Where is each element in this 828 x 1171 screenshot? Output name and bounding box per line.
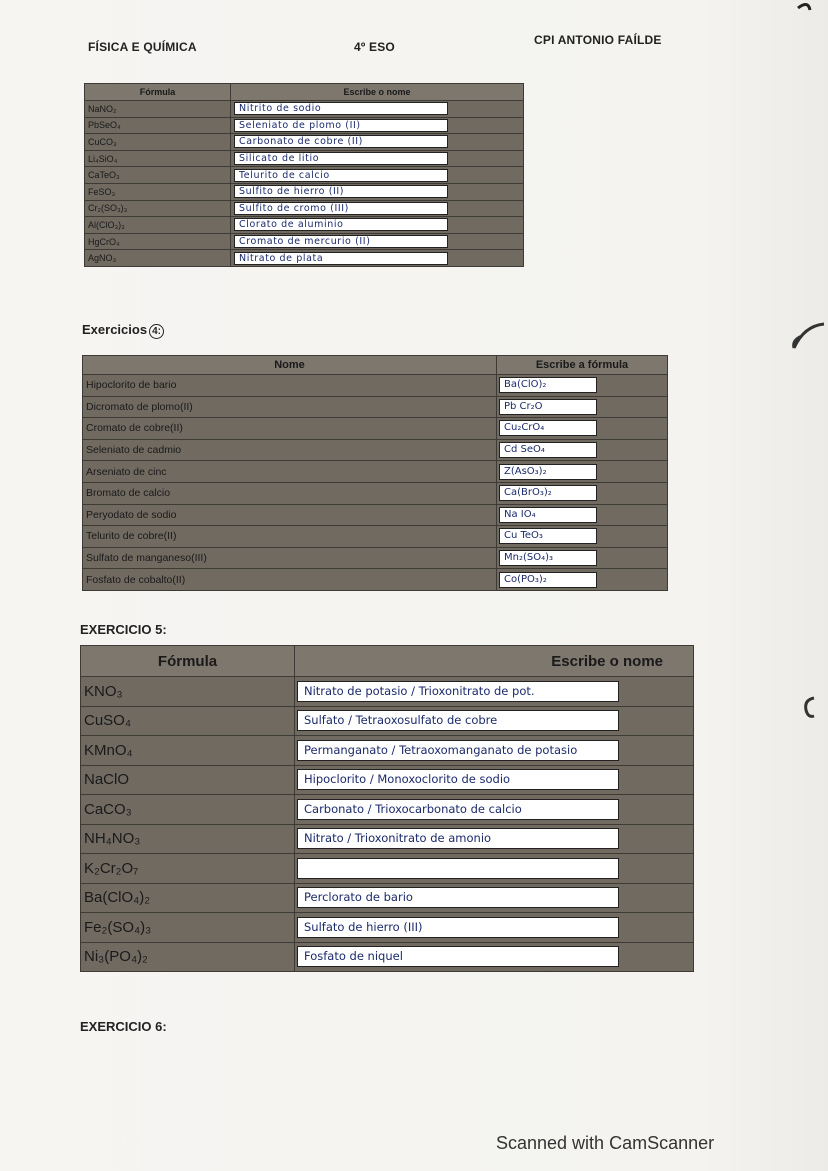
answer-cell [497,461,668,483]
exercise-4-rows [83,375,668,591]
camscanner-watermark: Scanned with CamScanner [496,1133,715,1153]
formula-cell: CaCO₃ [81,795,295,825]
binder-clip-mark-middle [794,324,824,348]
table-row [85,101,524,118]
exercise-3-rows [85,101,524,267]
column-header-name: Nome [83,356,497,375]
formula-cell: KNO₃ [81,677,295,707]
answer-field[interactable]: Mn₂(SO₄)₃ [499,550,597,566]
answer-field[interactable]: Nitrito de sodio [234,102,448,115]
answer-field[interactable]: Sulfito de hierro (II) [234,185,448,198]
name-cell: Hipoclorito de bario [83,375,497,397]
formula-cell: CuSO₄ [81,706,295,736]
answer-cell [295,942,694,972]
table-row [81,854,694,884]
name-cell: Cromato de cobre(II) [83,418,497,440]
answer-cell [497,569,668,591]
formula-cell: Al(ClO₃)₃ [85,217,231,234]
exercise-6-label: EXERCICIO 6: [80,1019,167,1034]
answer-field[interactable]: Na IO₄ [499,507,597,523]
answer-cell [231,150,524,167]
table-row [81,795,694,825]
answer-cell [231,183,524,200]
table-row [81,736,694,766]
answer-cell [295,736,694,766]
column-header-formula: Fórmula [81,646,295,677]
table-row [81,677,694,707]
answer-cell [231,250,524,267]
formula-cell: PbSeO₄ [85,117,231,134]
answer-field[interactable]: Cu TeO₃ [499,528,597,544]
answer-field[interactable]: Co(PO₃)₂ [499,572,597,588]
table-row [85,200,524,217]
answer-field[interactable]: Ca(BrO₃)₂ [499,485,597,501]
formula-cell: Ba(ClO₄)₂ [81,883,295,913]
answer-field[interactable]: Fosfato de niquel [297,946,619,967]
answer-cell [497,375,668,397]
name-cell: Peryodato de sodio [83,504,497,526]
answer-cell [295,883,694,913]
answer-cell [497,396,668,418]
table-row [85,250,524,267]
exercise-4-number: 4: [149,324,164,339]
exercise-4-table [82,355,668,591]
subject-header: FÍSICA E QUÍMICA [88,40,197,54]
column-header-formula: Escribe a fórmula [497,356,668,375]
table-row [81,883,694,913]
table-row [83,439,668,461]
level-header: 4º ESO [354,40,395,54]
answer-cell [231,200,524,217]
table-row [81,706,694,736]
name-cell: Seleniato de cadmio [83,439,497,461]
answer-field[interactable]: Carbonato de cobre (II) [234,135,448,148]
answer-field[interactable]: Nitrato de potasio / Trioxonitrato de pot. [297,681,619,702]
answer-cell [231,233,524,250]
answer-field[interactable]: Permanganato / Tetraoxomanganato de potasio [297,740,619,761]
formula-cell: CaTeO₃ [85,167,231,184]
table-row [81,913,694,943]
binder-clip-mark-top [798,4,810,10]
answer-cell [497,482,668,504]
answer-cell [231,167,524,184]
name-cell: Bromato de calcio [83,482,497,504]
answer-cell [295,706,694,736]
table-row [85,217,524,234]
binder-clip-mark-lower [806,698,814,716]
name-cell: Dicromato de plomo(II) [83,396,497,418]
answer-field[interactable]: Pb Cr₂O [499,399,597,415]
name-cell: Telurito de cobre(II) [83,526,497,548]
answer-field[interactable]: Cd SeO₄ [499,442,597,458]
table-row [81,824,694,854]
answer-field[interactable]: Cu₂CrO₄ [499,420,597,436]
answer-field[interactable]: Sulfito de cromo (III) [234,202,448,215]
answer-field[interactable]: Carbonato / Trioxocarbonato de calcio [297,799,619,820]
answer-field[interactable]: Z(AsO₃)₂ [499,464,597,480]
formula-cell: NaClO [81,765,295,795]
formula-cell: NH₄NO₃ [81,824,295,854]
answer-field[interactable]: Perclorato de bario [297,887,619,908]
formula-cell: HgCrO₄ [85,233,231,250]
answer-cell [497,547,668,569]
exercise-5-table [80,645,694,972]
answer-cell [497,439,668,461]
column-header-name: Escribe o nome [231,84,524,101]
answer-field[interactable]: Telurito de calcio [234,169,448,182]
table-row [85,117,524,134]
table-row [83,526,668,548]
exercise-3-table [84,83,524,267]
formula-cell: FeSO₃ [85,183,231,200]
formula-cell: CuCO₃ [85,134,231,151]
answer-cell [231,217,524,234]
exercise-5-rows [81,677,694,972]
formula-cell: Fe₂(SO₄)₃ [81,913,295,943]
exercise-4-label-text: Exercicios [82,322,148,337]
answer-field[interactable]: Sulfato de hierro (III) [297,917,619,938]
answer-cell [295,765,694,795]
answer-field[interactable]: Ba(ClO)₂ [499,377,597,393]
answer-field[interactable]: Seleniato de plomo (II) [234,119,448,132]
table-row [85,150,524,167]
table-row [85,134,524,151]
answer-field[interactable] [297,858,619,879]
formula-cell: KMnO₄ [81,736,295,766]
table-row [83,569,668,591]
exercise-4-label [82,322,164,339]
formula-cell: Ni₃(PO₄)₂ [81,942,295,972]
exercise-5-label: EXERCICIO 5: [80,622,167,637]
table-row [83,461,668,483]
table-row [83,482,668,504]
table-row [85,183,524,200]
table-row [81,765,694,795]
answer-field[interactable]: Nitrato / Trioxonitrato de amonio [297,828,619,849]
answer-cell [295,913,694,943]
column-header-formula: Fórmula [85,84,231,101]
table-row [83,547,668,569]
answer-field[interactable]: Silicato de litio [234,152,448,165]
table-row [83,396,668,418]
name-cell: Arseniato de cinc [83,461,497,483]
formula-cell: Cr₂(SO₃)₃ [85,200,231,217]
name-cell: Sulfato de manganeso(III) [83,547,497,569]
formula-cell: NaNO₂ [85,101,231,118]
answer-field[interactable]: Sulfato / Tetraoxosulfato de cobre [297,710,619,731]
table-row [85,167,524,184]
name-cell: Fosfato de cobalto(II) [83,569,497,591]
column-header-name: Escribe o nome [295,646,694,677]
answer-cell [295,795,694,825]
answer-field[interactable]: Clorato de aluminio [234,218,448,231]
binder-marks [790,0,828,1171]
table-row [83,504,668,526]
school-header: CPI ANTONIO FAÍLDE [534,33,662,47]
formula-cell: AgNO₃ [85,250,231,267]
table-row [81,942,694,972]
table-row [83,375,668,397]
formula-cell: K₂Cr₂O₇ [81,854,295,884]
answer-cell [231,101,524,118]
answer-cell [295,854,694,884]
answer-cell [497,526,668,548]
table-row [83,418,668,440]
answer-field[interactable]: Hipoclorito / Monoxoclorito de sodio [297,769,619,790]
answer-field[interactable]: Nitrato de plata [234,252,448,265]
answer-cell [497,504,668,526]
answer-field[interactable]: Cromato de mercurio (II) [234,235,448,248]
answer-cell [231,117,524,134]
answer-cell [231,134,524,151]
table-row [85,233,524,250]
answer-cell [295,824,694,854]
answer-cell [497,418,668,440]
answer-cell [295,677,694,707]
formula-cell: Li₄SiO₄ [85,150,231,167]
